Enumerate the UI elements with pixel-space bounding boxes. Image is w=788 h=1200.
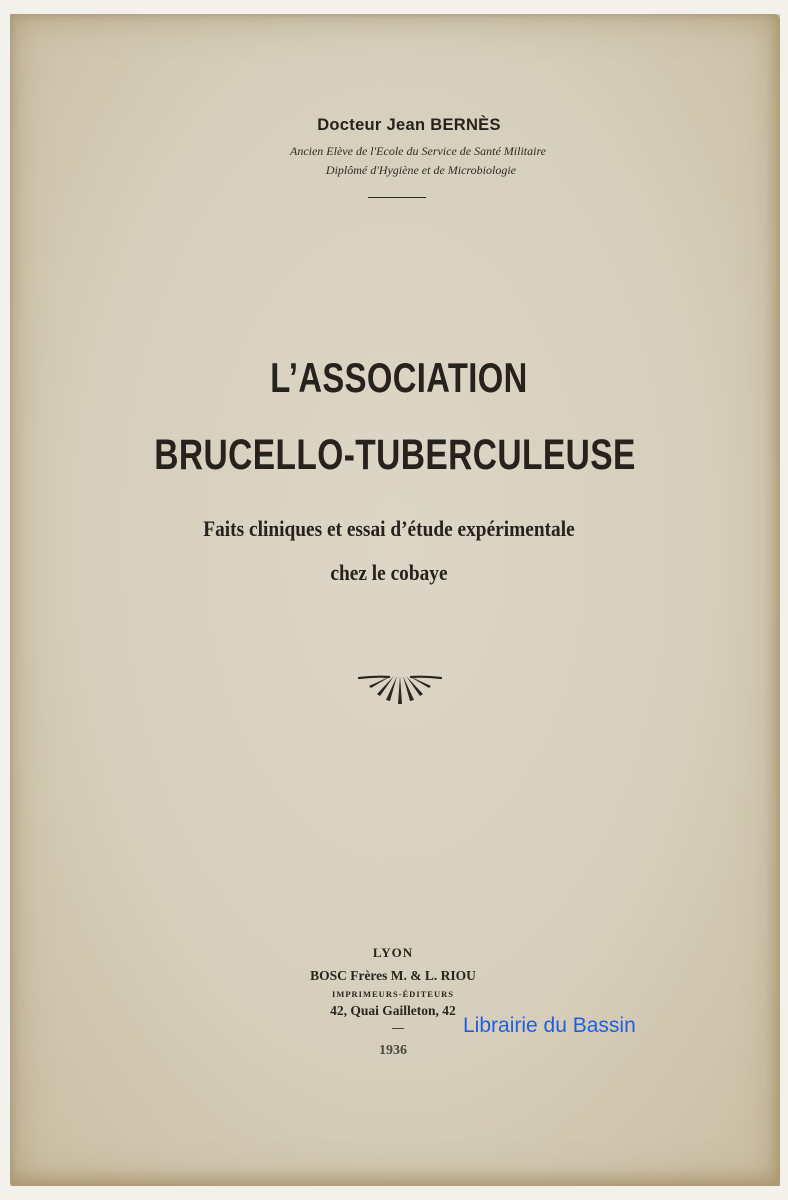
author-credential-2: Diplômé d'Hygiène et de Microbiologie xyxy=(325,163,516,177)
book-cover xyxy=(10,14,780,1186)
cover-bottom-shadow xyxy=(10,1168,780,1186)
author-credential-1: Ancien Elève de l'Ecole du Service de Santé Militaire xyxy=(289,144,546,158)
publisher-city: LYON xyxy=(372,945,414,960)
divider-rule xyxy=(368,197,426,198)
publisher-address: 42, Quai Gailleton, 42 xyxy=(330,1003,456,1018)
publisher-printer: BOSC Frères M. & L. RIOU xyxy=(310,968,476,983)
subtitle-line-1: Faits cliniques et essai d’étude expérimentale xyxy=(203,516,575,541)
subtitle-line-2: chez le cobaye xyxy=(330,560,448,585)
publication-year: 1936 xyxy=(379,1043,407,1058)
publisher-role: IMPRIMEURS-ÉDITEURS xyxy=(332,989,454,999)
fan-ornament-icon xyxy=(355,666,445,710)
author-name: Docteur Jean BERNÈS xyxy=(317,116,501,134)
bookseller-watermark: Librairie du Bassin xyxy=(463,1014,636,1037)
small-dash xyxy=(392,1028,404,1029)
title-line-1: L’ASSOCIATION xyxy=(270,354,528,401)
title-line-2: BRUCELLO-TUBERCULEUSE xyxy=(154,431,636,479)
